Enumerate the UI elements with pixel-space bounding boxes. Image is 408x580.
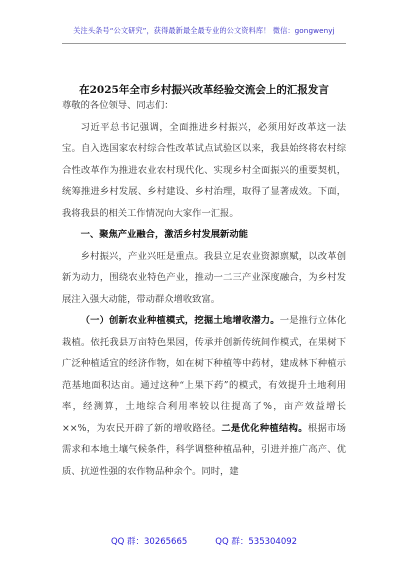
footer-contacts bbox=[0, 535, 408, 547]
header-divider bbox=[62, 43, 346, 44]
subheading-structure: 二是优化种植结构。 bbox=[221, 422, 308, 434]
header-banner[interactable]: 关注头条号“公文研究”，获得最新最全最专业的公文资料库！ 微信：gongwenyj bbox=[73, 26, 335, 35]
paragraph-planting bbox=[62, 310, 346, 482]
section-heading-1: 一、聚焦产业融合，激活乡村发展新动能 bbox=[80, 229, 248, 240]
paragraph-industry: 乡村振兴，产业兴旺是重点。我县立足农业资源禀赋，以改革创新为动力，围绕农业特色产业，推动一二三产业深度融合，为乡村发展注入强大动能，带动群众增收致富。 bbox=[62, 250, 346, 305]
paragraph-intro: 习近平总书记强调，全面推进乡村振兴，必须用好改革这一法宝。自入选国家农村综合性改革试点试验区以来，我县始终将农村综合性改革作为推进农业农村现代化、实现乡村全面振兴的重要契机，统筹推进乡村发展、乡村建设、乡村治理，取得了显著成效。下面，我将我县的相关工作情况向大家作一汇报。 bbox=[62, 121, 346, 219]
subheading-planting-model: （一）创新农业种植模式，挖掘土地增收潜力。 bbox=[80, 315, 280, 326]
paragraph-planting-text-a: 一是推行立体化栽植。依托我县万亩特色果园，传承并创新传统间作模式，在果树下广泛种植适宜的经济作物，如在树下种植等中药材，建成林下种植示范基地面积达亩。通过这种“上果下药”的模式，有效提升土地利用率，经测算，土地综合利用率较以往提高了%，亩产效益增长××%，为农民开辟了新的增收路径。 bbox=[62, 315, 346, 434]
paragraph-planting-text-b: 根据市场需求和本地土壤气候条件，科学调整种植品种，引进并推广高产、优质、抗逆性强的农作物品种余个。同时，建 bbox=[62, 422, 346, 477]
footer-qq-group-1[interactable]: QQ 群：30265665 bbox=[110, 537, 188, 547]
document-body bbox=[62, 95, 346, 482]
footer-qq-group-2[interactable]: QQ 群：535304092 bbox=[215, 537, 298, 547]
document-title: 在2025年全市乡村振兴改革经验交流会上的汇报发言 bbox=[79, 84, 329, 96]
salutation: 尊敬的各位领导、同志们： bbox=[62, 100, 174, 111]
